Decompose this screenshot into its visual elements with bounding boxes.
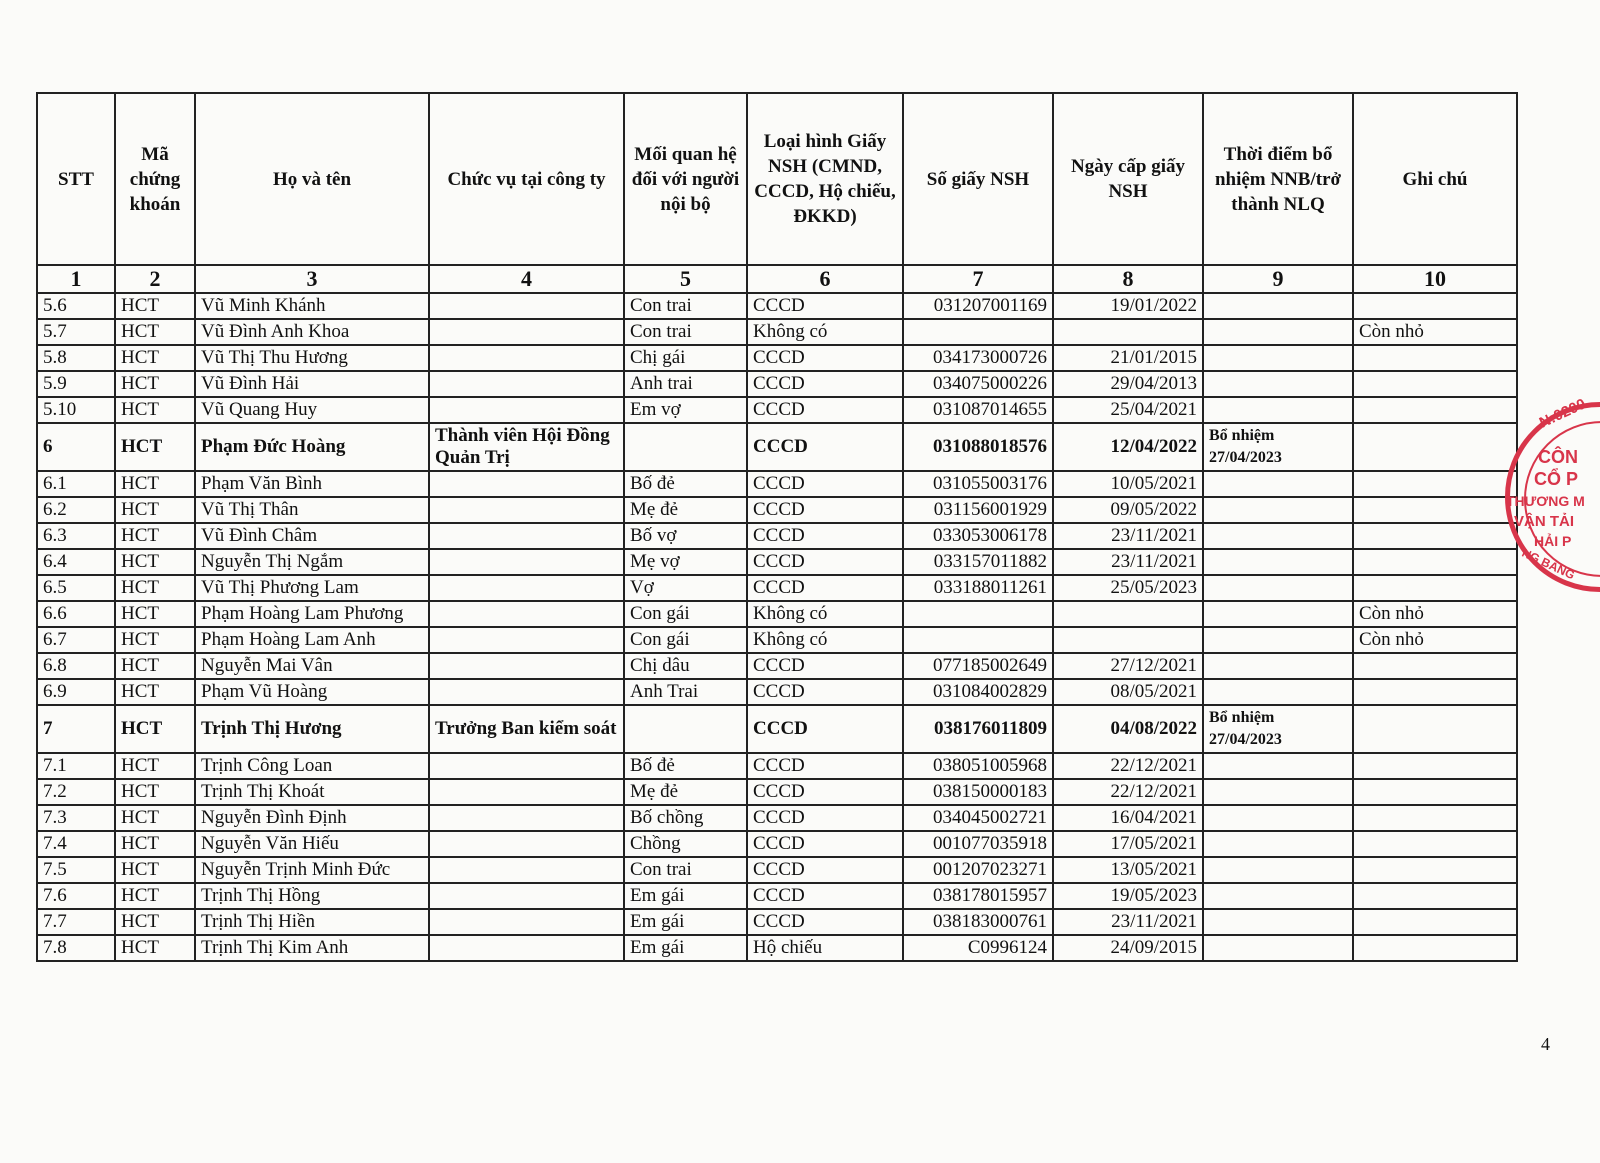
cell-ma-chung-khoan: HCT (115, 779, 195, 805)
cell-loai-giay: CCCD (747, 497, 903, 523)
cell-ho-ten: Trịnh Thị Hồng (195, 883, 429, 909)
column-number: 3 (195, 265, 429, 293)
cell-ghi-chu (1353, 345, 1517, 371)
cell-ngay-cap: 22/12/2021 (1053, 779, 1203, 805)
cell-ngay-cap (1053, 601, 1203, 627)
table-row (37, 779, 1517, 805)
cell-ghi-chu (1353, 653, 1517, 679)
cell-ma-chung-khoan: HCT (115, 831, 195, 857)
cell-ma-chung-khoan: HCT (115, 601, 195, 627)
cell-chuc-vu (429, 805, 624, 831)
cell-ma-chung-khoan: HCT (115, 497, 195, 523)
table-row (37, 397, 1517, 423)
cell-ngay-cap: 24/09/2015 (1053, 935, 1203, 961)
cell-chuc-vu (429, 779, 624, 805)
cell-ghi-chu: Còn nhỏ (1353, 627, 1517, 653)
cell-ho-ten: Phạm Đức Hoàng (195, 423, 429, 471)
cell-ngay-cap: 21/01/2015 (1053, 345, 1203, 371)
cell-ho-ten: Vũ Thị Thu Hương (195, 345, 429, 371)
table-row (37, 935, 1517, 961)
cell-stt: 5.9 (37, 371, 115, 397)
cell-ho-ten: Vũ Đình Hải (195, 371, 429, 397)
cell-ma-chung-khoan: HCT (115, 523, 195, 549)
seal-line: HẢI P (1534, 533, 1572, 549)
cell-chuc-vu (429, 753, 624, 779)
cell-ghi-chu: Còn nhỏ (1353, 319, 1517, 345)
cell-chuc-vu (429, 371, 624, 397)
cell-loai-giay: CCCD (747, 471, 903, 497)
cell-quan-he: Mẹ đẻ (624, 497, 747, 523)
cell-loai-giay: CCCD (747, 857, 903, 883)
cell-chuc-vu (429, 497, 624, 523)
column-number: 4 (429, 265, 624, 293)
cell-thoi-diem (1203, 601, 1353, 627)
header-thoi-diem: Thời điểm bổ nhiệm NNB/trở thành NLQ (1203, 93, 1353, 265)
table-row (37, 909, 1517, 935)
cell-thoi-diem (1203, 753, 1353, 779)
header-ma-chung-khoan: Mã chứng khoán (115, 93, 195, 265)
cell-ho-ten: Vũ Thị Phương Lam (195, 575, 429, 601)
column-number: 2 (115, 265, 195, 293)
cell-so-giay: 034075000226 (903, 371, 1053, 397)
table-body (37, 293, 1517, 961)
header-ghi-chu: Ghi chú (1353, 93, 1517, 265)
cell-thoi-diem (1203, 857, 1353, 883)
cell-thoi-diem (1203, 805, 1353, 831)
cell-ho-ten: Trịnh Công Loan (195, 753, 429, 779)
cell-ngay-cap: 23/11/2021 (1053, 549, 1203, 575)
cell-ho-ten: Vũ Thị Thân (195, 497, 429, 523)
cell-ma-chung-khoan: HCT (115, 679, 195, 705)
cell-thoi-diem (1203, 909, 1353, 935)
cell-chuc-vu (429, 397, 624, 423)
cell-stt: 7.4 (37, 831, 115, 857)
cell-ho-ten: Vũ Minh Khánh (195, 293, 429, 319)
cell-stt: 5.8 (37, 345, 115, 371)
table-row (37, 471, 1517, 497)
cell-loai-giay: Không có (747, 319, 903, 345)
cell-so-giay: 034173000726 (903, 345, 1053, 371)
cell-ma-chung-khoan: HCT (115, 883, 195, 909)
column-number: 8 (1053, 265, 1203, 293)
cell-stt: 6.4 (37, 549, 115, 575)
cell-thoi-diem (1203, 935, 1353, 961)
table-row (37, 601, 1517, 627)
cell-ma-chung-khoan: HCT (115, 627, 195, 653)
header-stt: STT (37, 93, 115, 265)
cell-ma-chung-khoan: HCT (115, 909, 195, 935)
cell-ma-chung-khoan: HCT (115, 935, 195, 961)
cell-ghi-chu (1353, 397, 1517, 423)
cell-stt: 6.7 (37, 627, 115, 653)
cell-so-giay: 031088018576 (903, 423, 1053, 471)
cell-so-giay: 031156001929 (903, 497, 1053, 523)
cell-quan-he: Con gái (624, 627, 747, 653)
cell-ghi-chu (1353, 293, 1517, 319)
cell-ma-chung-khoan: HCT (115, 371, 195, 397)
column-number: 7 (903, 265, 1053, 293)
cell-loai-giay: CCCD (747, 423, 903, 471)
cell-quan-he: Con trai (624, 319, 747, 345)
cell-chuc-vu (429, 601, 624, 627)
cell-so-giay (903, 319, 1053, 345)
cell-ngay-cap: 13/05/2021 (1053, 857, 1203, 883)
cell-stt: 5.6 (37, 293, 115, 319)
cell-stt: 7.1 (37, 753, 115, 779)
cell-ho-ten: Phạm Vũ Hoàng (195, 679, 429, 705)
cell-chuc-vu (429, 523, 624, 549)
cell-chuc-vu (429, 319, 624, 345)
column-number-row (37, 265, 1517, 293)
header-quan-he: Mối quan hệ đối với người nội bộ (624, 93, 747, 265)
seal-text-top: N:0200 (1536, 395, 1589, 432)
cell-so-giay (903, 601, 1053, 627)
cell-chuc-vu (429, 831, 624, 857)
cell-ma-chung-khoan: HCT (115, 575, 195, 601)
cell-quan-he: Chồng (624, 831, 747, 857)
cell-chuc-vu (429, 857, 624, 883)
cell-ngay-cap: 25/05/2023 (1053, 575, 1203, 601)
cell-ngay-cap: 10/05/2021 (1053, 471, 1203, 497)
cell-chuc-vu (429, 575, 624, 601)
cell-quan-he: Vợ (624, 575, 747, 601)
cell-chuc-vu (429, 549, 624, 575)
table-row (37, 371, 1517, 397)
cell-quan-he (624, 423, 747, 471)
cell-chuc-vu (429, 909, 624, 935)
cell-loai-giay: CCCD (747, 805, 903, 831)
cell-thoi-diem (1203, 371, 1353, 397)
cell-so-giay: 033188011261 (903, 575, 1053, 601)
cell-stt: 6.3 (37, 523, 115, 549)
cell-ngay-cap (1053, 319, 1203, 345)
cell-ghi-chu (1353, 909, 1517, 935)
cell-so-giay: C0996124 (903, 935, 1053, 961)
column-number: 9 (1203, 265, 1353, 293)
cell-thoi-diem (1203, 627, 1353, 653)
cell-ma-chung-khoan: HCT (115, 857, 195, 883)
cell-ho-ten: Trịnh Thị Khoát (195, 779, 429, 805)
cell-stt: 6.8 (37, 653, 115, 679)
cell-thoi-diem (1203, 883, 1353, 909)
cell-quan-he: Chị dâu (624, 653, 747, 679)
cell-ho-ten: Nguyễn Thị Ngắm (195, 549, 429, 575)
cell-thoi-diem: Bổ nhiệm 27/04/2023 (1203, 705, 1353, 753)
cell-ho-ten: Phạm Văn Bình (195, 471, 429, 497)
cell-ho-ten: Phạm Hoàng Lam Anh (195, 627, 429, 653)
cell-so-giay: 034045002721 (903, 805, 1053, 831)
cell-ma-chung-khoan: HCT (115, 705, 195, 753)
cell-ma-chung-khoan: HCT (115, 753, 195, 779)
column-number: 5 (624, 265, 747, 293)
seal-line: CỔ P (1534, 469, 1579, 489)
table-row (37, 497, 1517, 523)
cell-stt: 7.2 (37, 779, 115, 805)
cell-stt: 7.7 (37, 909, 115, 935)
cell-quan-he: Con trai (624, 857, 747, 883)
cell-quan-he: Anh Trai (624, 679, 747, 705)
cell-ngay-cap: 23/11/2021 (1053, 523, 1203, 549)
cell-stt: 6.5 (37, 575, 115, 601)
cell-quan-he: Con gái (624, 601, 747, 627)
cell-so-giay: 038178015957 (903, 883, 1053, 909)
table-row (37, 653, 1517, 679)
cell-stt: 6 (37, 423, 115, 471)
cell-chuc-vu (429, 293, 624, 319)
page-number: 4 (1541, 1034, 1550, 1054)
cell-thoi-diem (1203, 471, 1353, 497)
cell-ma-chung-khoan: HCT (115, 471, 195, 497)
cell-ghi-chu (1353, 779, 1517, 805)
cell-quan-he: Anh trai (624, 371, 747, 397)
cell-thoi-diem (1203, 779, 1353, 805)
cell-so-giay: 077185002649 (903, 653, 1053, 679)
cell-thoi-diem (1203, 653, 1353, 679)
table-row (37, 857, 1517, 883)
cell-so-giay: 038150000183 (903, 779, 1053, 805)
table-row (37, 575, 1517, 601)
cell-ghi-chu (1353, 575, 1517, 601)
cell-quan-he: Bố đẻ (624, 753, 747, 779)
cell-chuc-vu (429, 679, 624, 705)
table-row (37, 627, 1517, 653)
table-row (37, 319, 1517, 345)
cell-loai-giay: CCCD (747, 575, 903, 601)
cell-quan-he: Bố đẻ (624, 471, 747, 497)
cell-thoi-diem (1203, 397, 1353, 423)
cell-ho-ten: Trịnh Thị Hiền (195, 909, 429, 935)
cell-loai-giay: CCCD (747, 293, 903, 319)
cell-loai-giay: CCCD (747, 705, 903, 753)
table-row (37, 345, 1517, 371)
cell-ho-ten: Nguyễn Mai Vân (195, 653, 429, 679)
column-number: 6 (747, 265, 903, 293)
seal-line: THƯƠNG M (1506, 493, 1585, 509)
table-row (37, 423, 1517, 471)
cell-chuc-vu: Thành viên Hội Đồng Quản Trị (429, 423, 624, 471)
cell-loai-giay: CCCD (747, 653, 903, 679)
cell-ghi-chu (1353, 753, 1517, 779)
cell-ngay-cap: 09/05/2022 (1053, 497, 1203, 523)
cell-thoi-diem (1203, 293, 1353, 319)
seal-text-bottom: NG BÀNG (1519, 545, 1577, 583)
cell-loai-giay: CCCD (747, 679, 903, 705)
cell-ngay-cap: 29/04/2013 (1053, 371, 1203, 397)
cell-chuc-vu (429, 627, 624, 653)
cell-ngay-cap (1053, 627, 1203, 653)
cell-ghi-chu (1353, 471, 1517, 497)
cell-stt: 7.5 (37, 857, 115, 883)
cell-ngay-cap: 19/05/2023 (1053, 883, 1203, 909)
cell-quan-he: Em gái (624, 935, 747, 961)
cell-ho-ten: Nguyễn Đình Định (195, 805, 429, 831)
cell-ngay-cap: 17/05/2021 (1053, 831, 1203, 857)
cell-ngay-cap: 08/05/2021 (1053, 679, 1203, 705)
cell-stt: 5.10 (37, 397, 115, 423)
cell-so-giay: 031207001169 (903, 293, 1053, 319)
seal-line: VẬN TẢI (1514, 513, 1574, 530)
cell-ghi-chu (1353, 935, 1517, 961)
cell-ho-ten: Nguyễn Trịnh Minh Đức (195, 857, 429, 883)
header-ngay-cap: Ngày cấp giấy NSH (1053, 93, 1203, 265)
cell-ghi-chu (1353, 497, 1517, 523)
cell-loai-giay: CCCD (747, 371, 903, 397)
cell-ma-chung-khoan: HCT (115, 397, 195, 423)
cell-ngay-cap: 25/04/2021 (1053, 397, 1203, 423)
cell-ma-chung-khoan: HCT (115, 319, 195, 345)
cell-stt: 7.6 (37, 883, 115, 909)
cell-quan-he: Bố chồng (624, 805, 747, 831)
cell-chuc-vu (429, 935, 624, 961)
cell-quan-he: Em gái (624, 883, 747, 909)
cell-so-giay: 038051005968 (903, 753, 1053, 779)
cell-quan-he: Mẹ đẻ (624, 779, 747, 805)
cell-ngay-cap: 12/04/2022 (1053, 423, 1203, 471)
cell-so-giay: 031087014655 (903, 397, 1053, 423)
cell-ngay-cap: 27/12/2021 (1053, 653, 1203, 679)
cell-quan-he: Chị gái (624, 345, 747, 371)
cell-stt: 7 (37, 705, 115, 753)
cell-ho-ten: Trịnh Thị Kim Anh (195, 935, 429, 961)
cell-quan-he: Bố vợ (624, 523, 747, 549)
document-table-wrapper (36, 92, 1516, 962)
cell-ghi-chu (1353, 423, 1517, 471)
cell-loai-giay: CCCD (747, 909, 903, 935)
seal-line: CÔN (1538, 447, 1578, 467)
cell-ho-ten: Vũ Quang Huy (195, 397, 429, 423)
cell-so-giay: 031055003176 (903, 471, 1053, 497)
header-so-giay: Số giấy NSH (903, 93, 1053, 265)
cell-ghi-chu (1353, 679, 1517, 705)
cell-loai-giay: Không có (747, 601, 903, 627)
cell-chuc-vu (429, 653, 624, 679)
cell-ghi-chu (1353, 805, 1517, 831)
cell-chuc-vu (429, 345, 624, 371)
cell-ma-chung-khoan: HCT (115, 345, 195, 371)
table-row (37, 805, 1517, 831)
cell-loai-giay: CCCD (747, 549, 903, 575)
cell-so-giay: 033053006178 (903, 523, 1053, 549)
cell-stt: 7.3 (37, 805, 115, 831)
table-row (37, 549, 1517, 575)
cell-ghi-chu: Còn nhỏ (1353, 601, 1517, 627)
table-row (37, 831, 1517, 857)
cell-ho-ten: Nguyễn Văn Hiếu (195, 831, 429, 857)
cell-quan-he: Em gái (624, 909, 747, 935)
cell-loai-giay: Hộ chiếu (747, 935, 903, 961)
cell-so-giay: 033157011882 (903, 549, 1053, 575)
insider-table (36, 92, 1518, 962)
cell-thoi-diem (1203, 497, 1353, 523)
cell-loai-giay: CCCD (747, 523, 903, 549)
cell-quan-he (624, 705, 747, 753)
cell-ghi-chu (1353, 371, 1517, 397)
cell-quan-he: Con trai (624, 293, 747, 319)
cell-loai-giay: CCCD (747, 345, 903, 371)
table-row (37, 293, 1517, 319)
header-loai-giay: Loại hình Giấy NSH (CMND, CCCD, Hộ chiếu, ĐKKD) (747, 93, 903, 265)
cell-ghi-chu (1353, 705, 1517, 753)
cell-ngay-cap: 16/04/2021 (1053, 805, 1203, 831)
cell-ghi-chu (1353, 883, 1517, 909)
column-number: 1 (37, 265, 115, 293)
table-row (37, 883, 1517, 909)
cell-thoi-diem (1203, 831, 1353, 857)
cell-thoi-diem (1203, 319, 1353, 345)
cell-ghi-chu (1353, 831, 1517, 857)
cell-ho-ten: Vũ Đình Anh Khoa (195, 319, 429, 345)
header-chuc-vu: Chức vụ tại công ty (429, 93, 624, 265)
cell-ghi-chu (1353, 549, 1517, 575)
cell-loai-giay: CCCD (747, 831, 903, 857)
cell-so-giay: 031084002829 (903, 679, 1053, 705)
cell-so-giay: 001207023271 (903, 857, 1053, 883)
cell-stt: 6.9 (37, 679, 115, 705)
cell-so-giay (903, 627, 1053, 653)
cell-chuc-vu (429, 471, 624, 497)
cell-ngay-cap: 23/11/2021 (1053, 909, 1203, 935)
cell-quan-he: Em vợ (624, 397, 747, 423)
cell-ma-chung-khoan: HCT (115, 653, 195, 679)
cell-ngay-cap: 19/01/2022 (1053, 293, 1203, 319)
cell-ma-chung-khoan: HCT (115, 423, 195, 471)
cell-ma-chung-khoan: HCT (115, 805, 195, 831)
cell-stt: 7.8 (37, 935, 115, 961)
cell-quan-he: Mẹ vợ (624, 549, 747, 575)
cell-loai-giay: CCCD (747, 753, 903, 779)
cell-thoi-diem (1203, 575, 1353, 601)
cell-stt: 6.6 (37, 601, 115, 627)
header-row (37, 93, 1517, 265)
cell-ho-ten: Trịnh Thị Hương (195, 705, 429, 753)
cell-ghi-chu (1353, 857, 1517, 883)
cell-stt: 5.7 (37, 319, 115, 345)
cell-ho-ten: Phạm Hoàng Lam Phương (195, 601, 429, 627)
company-seal (1505, 395, 1600, 592)
cell-stt: 6.1 (37, 471, 115, 497)
table-row (37, 753, 1517, 779)
cell-chuc-vu: Trưởng Ban kiểm soát (429, 705, 624, 753)
cell-thoi-diem (1203, 679, 1353, 705)
cell-so-giay: 038176011809 (903, 705, 1053, 753)
cell-stt: 6.2 (37, 497, 115, 523)
header-ho-ten: Họ và tên (195, 93, 429, 265)
cell-thoi-diem (1203, 549, 1353, 575)
table-row (37, 523, 1517, 549)
table-row (37, 679, 1517, 705)
table-row (37, 705, 1517, 753)
cell-loai-giay: CCCD (747, 397, 903, 423)
cell-chuc-vu (429, 883, 624, 909)
cell-thoi-diem (1203, 345, 1353, 371)
cell-thoi-diem (1203, 523, 1353, 549)
cell-ma-chung-khoan: HCT (115, 549, 195, 575)
cell-ghi-chu (1353, 523, 1517, 549)
cell-loai-giay: CCCD (747, 779, 903, 805)
cell-so-giay: 038183000761 (903, 909, 1053, 935)
cell-ho-ten: Vũ Đình Châm (195, 523, 429, 549)
cell-so-giay: 001077035918 (903, 831, 1053, 857)
column-number: 10 (1353, 265, 1517, 293)
cell-loai-giay: Không có (747, 627, 903, 653)
cell-thoi-diem: Bổ nhiệm 27/04/2023 (1203, 423, 1353, 471)
cell-ngay-cap: 22/12/2021 (1053, 753, 1203, 779)
cell-ngay-cap: 04/08/2022 (1053, 705, 1203, 753)
cell-ma-chung-khoan: HCT (115, 293, 195, 319)
cell-loai-giay: CCCD (747, 883, 903, 909)
